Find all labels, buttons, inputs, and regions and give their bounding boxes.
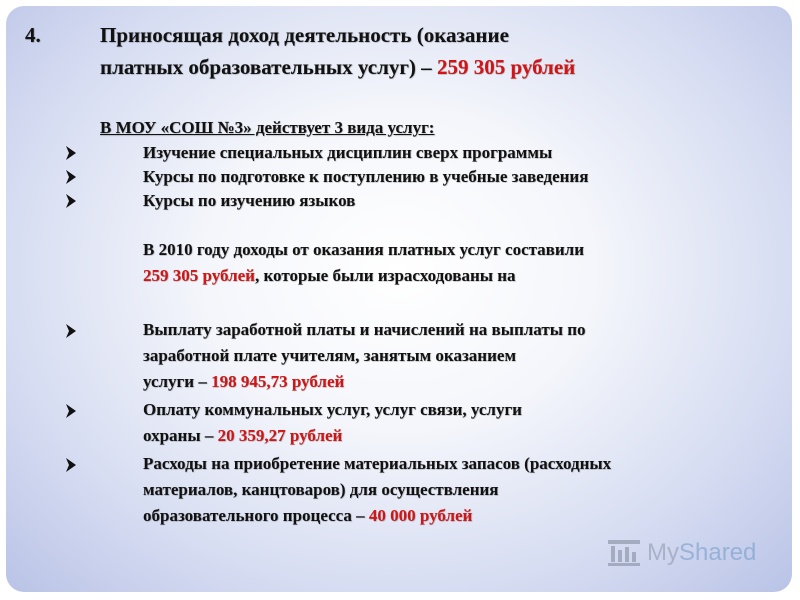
expense-3-line-3 [143, 506, 472, 526]
expense-1-line-1: Выплату заработной платы и начислений на выплаты по [143, 320, 586, 339]
expense-1-amount: 198 945,73 рублей [211, 372, 345, 391]
income-suffix: , которые были израсходованы на [254, 266, 516, 285]
heading-line-2 [100, 55, 575, 80]
presentation-icon [607, 538, 641, 568]
arrow-bullet-icon [65, 403, 77, 419]
heading-number: 4. [25, 23, 41, 47]
expense-1-line-2: заработной плате учителям, занятым оказанием [143, 346, 517, 365]
arrow-bullet-icon [65, 457, 77, 473]
income-line-2 [143, 266, 516, 286]
service-item-3: Курсы по изучению языков [143, 191, 356, 210]
arrow-bullet-icon [65, 323, 77, 339]
expense-1-line-3 [143, 372, 344, 392]
expense-2-line-1: Оплату коммунальных услуг, услуг связи, услуги [143, 400, 522, 419]
services-intro: В МОУ «СОШ №3» действует 3 вида услуг: [100, 118, 435, 137]
service-item-2: Курсы по подготовке к поступлению в учебные заведения [143, 167, 589, 186]
heading-line-1: Приносящая доход деятельность (оказание [100, 23, 509, 47]
slide-background [6, 6, 792, 592]
income-line-1: В 2010 году доходы от оказания платных услуг составили [143, 240, 584, 259]
expense-2-line-2 [143, 426, 342, 446]
arrow-bullet-icon [65, 169, 77, 185]
expense-3-line-1: Расходы на приобретение материальных запасов (расходных [143, 454, 612, 473]
watermark-logo [607, 537, 756, 569]
service-item-1: Изучение специальных дисциплин сверх программы [143, 143, 553, 162]
arrow-bullet-icon [65, 193, 77, 209]
income-amount: 259 305 рублей [143, 266, 255, 285]
expense-3-prefix: образовательного процесса – [143, 506, 369, 525]
heading-amount: 259 305 рублей [436, 55, 576, 79]
expense-1-prefix: услуги – [143, 372, 212, 391]
arrow-bullet-icon [65, 145, 77, 161]
watermark-text: MyShared [647, 539, 757, 566]
expense-2-prefix: охраны – [143, 426, 218, 445]
expense-2-amount: 20 359,27 рублей [217, 426, 343, 445]
expense-3-amount: 40 000 рублей [368, 506, 473, 525]
heading-line-2-text: платных образовательных услуг) – [100, 55, 437, 79]
expense-3-line-2: материалов, канцтоваров) для осуществления [143, 480, 499, 499]
